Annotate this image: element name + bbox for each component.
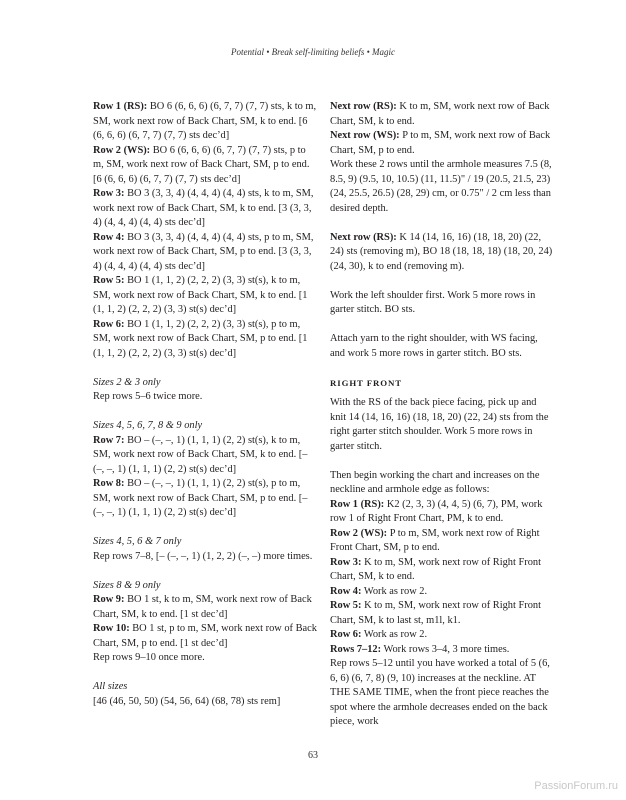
row-label: Row 4: [330,585,362,597]
instruction-paragraph [93,550,317,565]
instruction-text: BO 3 (3, 3, 4) (4, 4, 4) (4, 4) sts, k to m, SM, work next row of Back Chart, SM, k to end. [3 (3, 3, 4) (4, 4, 4) (4, 4) sts dec’d] [93,188,314,228]
instruction-paragraph [93,187,317,231]
instruction-paragraph [330,599,554,628]
size-subheading: Sizes 4, 5, 6, 7, 8 & 9 only [93,420,203,431]
row-label: Row 5: [93,275,125,286]
instruction-paragraph [93,535,317,550]
instruction-paragraph [330,556,554,585]
instruction-text: BO – (–, –, 1) (1, 1, 1) (2, 2) st(s), p to m, SM, work next row of Back Chart, SM, p to end. [– (–, –, 1) (1, 1, 1) (2, 2) st(s) dec’d] [93,478,308,518]
instruction-paragraph [330,129,554,158]
row-label: Row 9: [93,594,125,605]
instruction-paragraph [93,100,317,144]
instruction-paragraph [330,628,554,643]
left-column [93,100,317,709]
row-label: Row 10: [93,623,130,634]
instruction-paragraph [330,469,554,498]
row-label: Row 1 (RS): [93,101,148,112]
instruction-text: BO 1 st, p to m, SM, work next row of Back Chart, SM, p to end. [1 st dec’d] [93,623,317,649]
size-subheading: Sizes 2 & 3 only [93,376,161,388]
instruction-text: BO 6 (6, 6, 6) (6, 7, 7) (7, 7) sts, p to m, SM, work next row of Back Chart, SM, p to end. [6 (6, 6, 6) (6, 7, 7) (7, 7) sts dec’d] [93,144,310,185]
instruction-text: [46 (46, 50, 50) (54, 56, 64) (68, 78) sts rem] [93,695,281,707]
instruction-text: Work as row 2. [361,585,428,597]
instruction-text: K to m, SM, work next row of Back Chart, SM, k to end. [330,101,550,127]
instruction-text: With the RS of the back piece facing, pick up and knit 14 (14, 16, 16) (18, 18, 20) (22, 24) sts from the right garter stitch shoulder. Work 5 more rows in garter stitch. [330,397,549,452]
row-label: Row 6: [330,629,362,640]
instruction-paragraph [93,622,317,651]
right-column [330,100,554,730]
instruction-paragraph [93,434,317,478]
instruction-text: Then begin working the chart and increases on the neckline and armhole edge as follows: [330,469,540,495]
instruction-text: K 14 (14, 16, 16) (18, 18, 20) (22, 24) sts (removing m), BO 18 (18, 18, 18) (18, 20, 24) (24, 30), k to end (removing m). [330,231,553,272]
instruction-text: BO – (–, –, 1) (1, 1, 1) (2, 2) st(s), k to m, SM, work next row of Back Chart, SM, k to end. [– (–, –, 1) (1, 1, 1) (2, 2) st(s) dec’d] [93,434,308,475]
instruction-paragraph [93,593,317,622]
instruction-paragraph [330,332,554,361]
instruction-paragraph [93,579,317,594]
instruction-text: Work as row 2. [361,629,428,640]
instruction-paragraph [330,231,554,275]
row-label: Next row (RS): [330,101,397,112]
row-label: Rows 7–12: [330,643,382,655]
instruction-text: BO 1 (1, 1, 2) (2, 2, 2) (3, 3) st(s), k to m, SM, work next row of Back Chart, SM, k to end. [1 (1, 1, 2) (2, 2, 2) (3, 3) st(s) dec’d] [93,275,308,315]
size-subheading: Sizes 8 & 9 only [93,579,161,591]
instruction-paragraph [93,477,317,521]
instruction-text: BO 3 (3, 3, 4) (4, 4, 4) (4, 4) sts, p to m, SM, work next row of Back Chart, SM, p to end. [3 (3, 3, 4) (4, 4, 4) (4, 4) sts dec’d] [93,231,314,272]
instruction-paragraph [93,390,317,405]
instruction-paragraph [93,376,317,391]
row-label: Row 7: [93,434,125,446]
page-number: 63 [308,750,318,761]
instruction-text: K to m, SM, work next row of Right Front Chart, SM, k to end. [330,556,541,582]
row-label: Row 4: [93,231,125,243]
instruction-paragraph [93,231,317,275]
size-subheading: Sizes 4, 5, 6 & 7 only [93,536,182,547]
instruction-paragraph [93,419,317,434]
row-label: Row 6: [93,318,125,330]
instruction-paragraph [330,396,554,454]
instruction-paragraph [330,158,554,216]
instruction-text: K2 (2, 3, 3) (4, 4, 5) (6, 7), PM, work row 1 of Right Front Chart, PM, k to end. [330,498,543,524]
instruction-paragraph [93,318,317,362]
watermark-text: PassionForum.ru [534,780,618,792]
instruction-paragraph [330,498,554,527]
instruction-text: BO 1 (1, 1, 2) (2, 2, 2) (3, 3) st(s), p to m, SM, work next row of Back Chart, SM, p to end. [1 (1, 1, 2) (2, 2, 2) (3, 3) st(s) dec’d] [93,318,308,359]
instruction-paragraph [93,680,317,695]
instruction-text: P to m, SM, work next row of Right Front Chart, SM, p to end. [330,527,540,553]
instruction-text: Rep rows 5–12 until you have worked a total of 5 (6, 6, 6) (6, 7, 8) (9, 10) increases at the neckline. AT THE SAME TIME, when the front piece reaches the spot where the armhole decreases ended on the back piece, work [330,658,550,727]
instruction-paragraph [330,289,554,318]
instruction-text: Rep rows 5–6 twice more. [93,391,203,402]
instruction-paragraph [93,695,317,710]
row-label: Row 8: [93,478,125,489]
instruction-text: K to m, SM, work next row of Right Front Chart, SM, k to last st, m1l, k1. [330,600,541,626]
row-label: Next row (RS): [330,231,397,243]
row-label: Row 1 (RS): [330,498,385,510]
section-heading: RIGHT FRONT [330,377,403,388]
row-label: Row 2 (WS): [93,144,151,156]
row-label: Row 3: [330,556,362,568]
size-subheading: All sizes [93,681,128,692]
instruction-text: Rep rows 7–8, [– (–, –, 1) (1, 2, 2) (–, –) more times. [93,550,313,562]
instruction-paragraph [330,100,554,129]
instruction-paragraph [330,657,554,730]
running-header: Potential • Break self-limiting beliefs • Magic [231,47,395,57]
instruction-paragraph [330,643,554,658]
instruction-text: BO 6 (6, 6, 6) (6, 7, 7) (7, 7) sts, k to m, SM, work next row of Back Chart, SM, k to end. [6 (6, 6, 6) (6, 7, 7) (7, 7) sts dec’d] [93,101,317,141]
instruction-paragraph [93,651,317,666]
instruction-text: Rep rows 9–10 once more. [93,652,205,663]
row-label: Row 2 (WS): [330,527,388,539]
instruction-text: BO 1 st, k to m, SM, work next row of Back Chart, SM, k to end. [1 st dec’d] [93,594,312,620]
instruction-text: Attach yarn to the right shoulder, with WS facing, and work 5 more rows in garter stitch. BO sts. [330,333,538,359]
instruction-paragraph [330,527,554,556]
row-label: Row 3: [93,188,125,199]
instruction-paragraph [330,585,554,600]
instruction-paragraph [93,274,317,318]
instruction-text: Work rows 3–4, 3 more times. [381,643,510,655]
instruction-text: Work these 2 rows until the armhole measures 7.5 (8, 8.5, 9) (9.5, 10, 10.5) (11, 11.5)" / 19 (20.5, 21.5, 23) (24, 25.5, 26.5) (28, 29) cm, or 0.75" / 2 cm less than desired depth. [330,159,552,214]
row-label: Next row (WS): [330,130,400,141]
instruction-text: Work the left shoulder first. Work 5 more rows in garter stitch. BO sts. [330,289,536,315]
instruction-text: P to m, SM, work next row of Back Chart, SM, p to end. [330,130,551,156]
instruction-paragraph [93,144,317,188]
row-label: Row 5: [330,600,362,611]
